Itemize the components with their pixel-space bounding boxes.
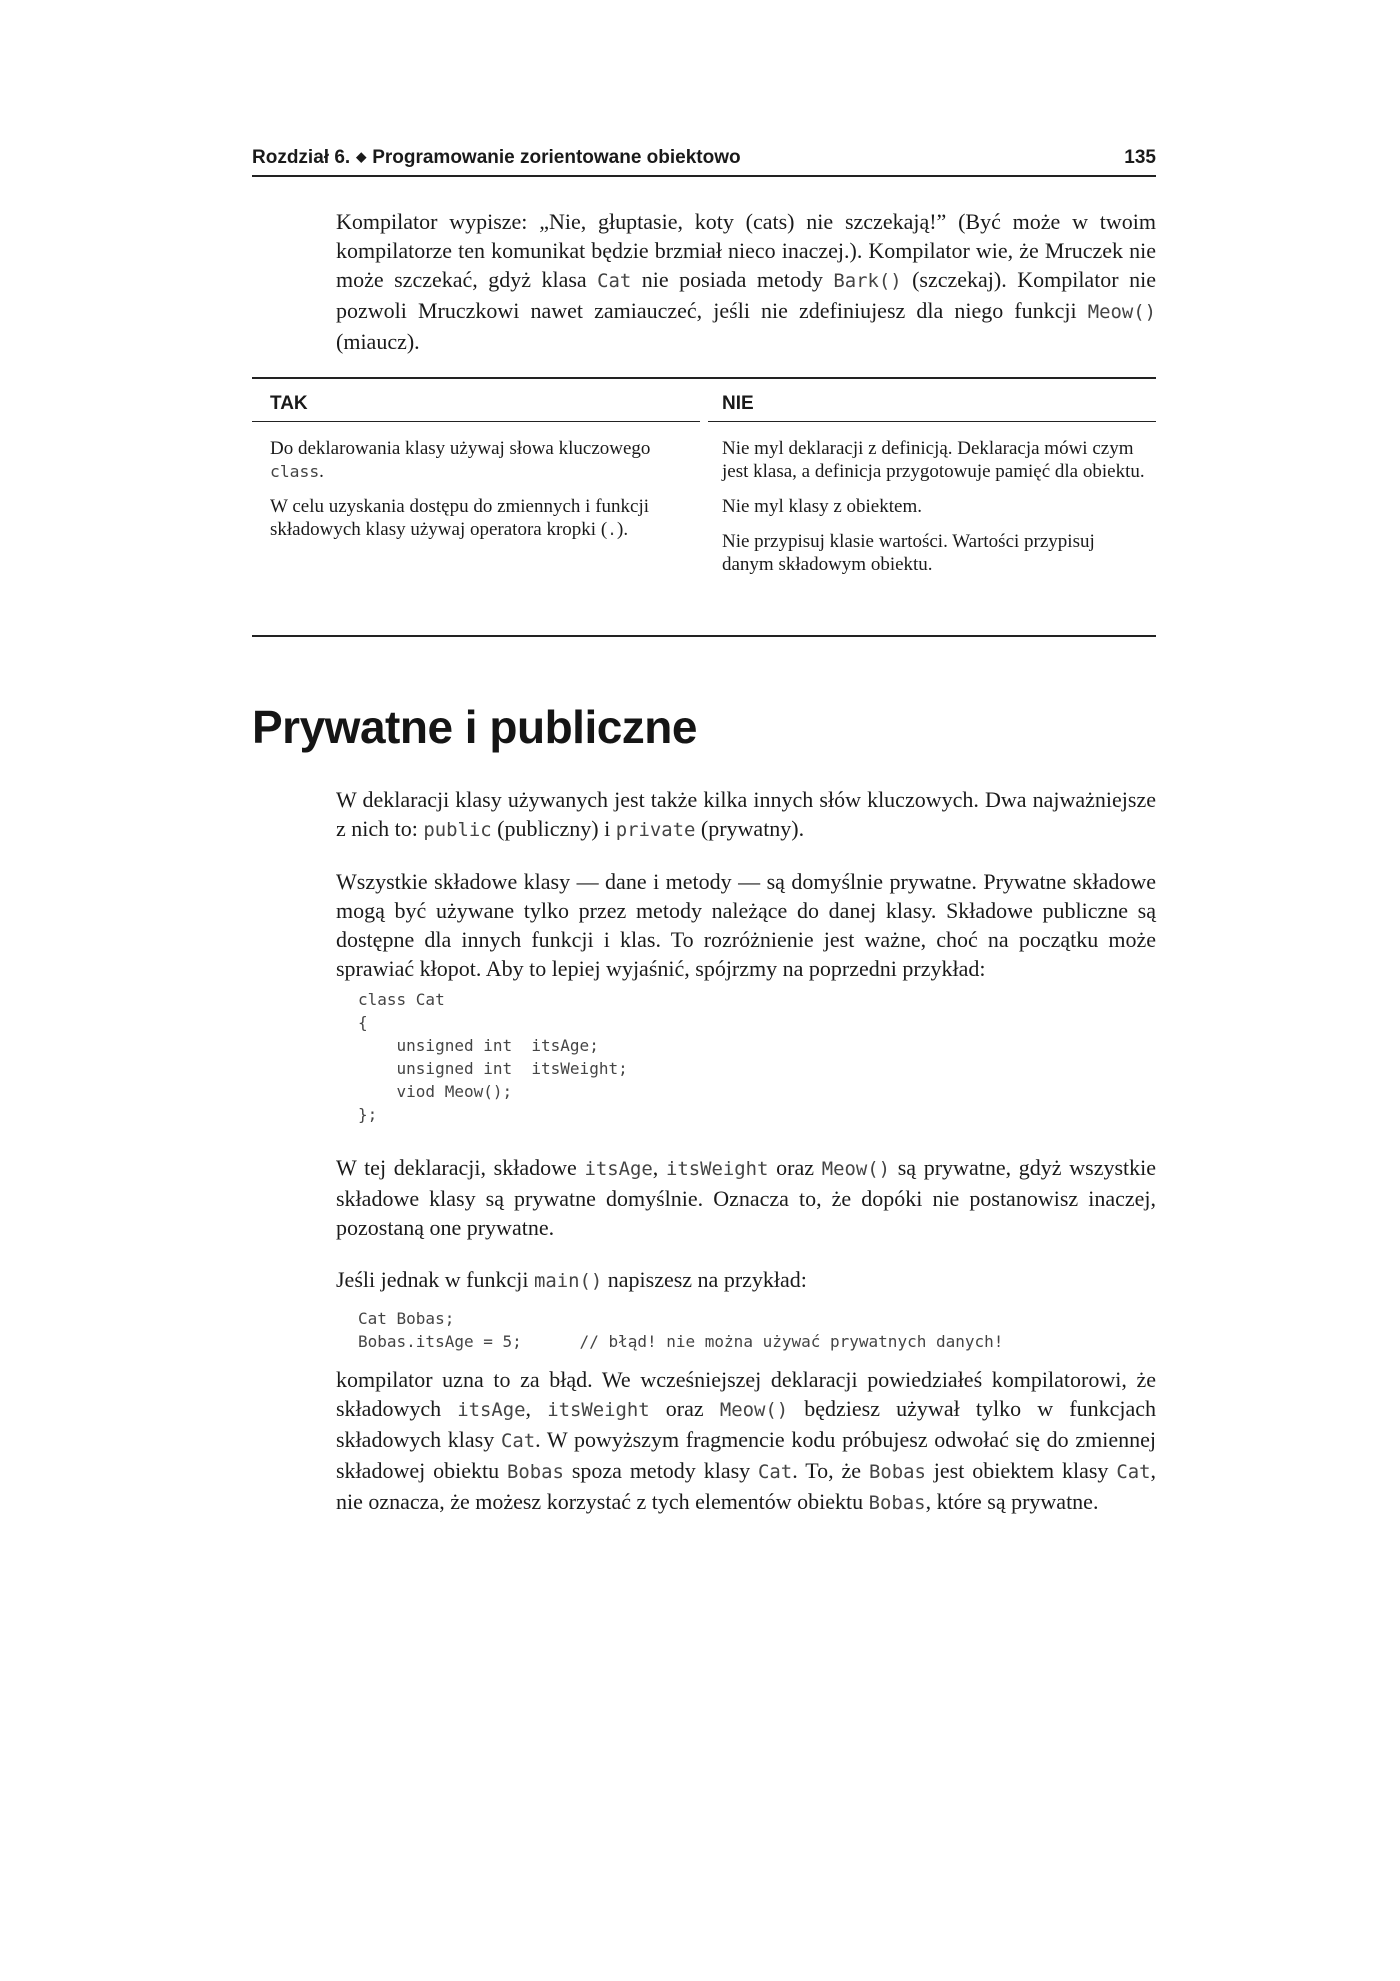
paragraph-keywords (336, 785, 1156, 845)
dont-header: NIE (722, 393, 754, 414)
paragraph-main (336, 1265, 1156, 1296)
inline-code: Meow() (719, 1399, 789, 1421)
text-run: , (652, 1155, 666, 1180)
inline-code: Cat (597, 270, 632, 292)
paragraph-private-members: Wszystkie składowe klasy — dane i metody — są domyślnie prywatne. Prywatne składowe mogą być używane tylko przez metody należące do danej klasy. Składowe publiczne są dostępne dla innych funkcji i klas. To rozróżnienie jest ważne, choć na początku może sprawiać kłopot. Aby to lepiej wyjaśnić, spójrzmy na poprzedni przykład: (336, 869, 1156, 981)
inline-code: Bobas (868, 1492, 926, 1514)
section-title: Prywatne i publiczne (252, 701, 697, 753)
dont-item: Nie przypisuj klasie wartości. Wartości przypisuj danym składowym obiektu. (722, 531, 1095, 575)
text-run: (publiczny) i (491, 816, 616, 841)
inline-code: Cat (500, 1430, 536, 1452)
text-run: Kompilator wypisze: „Nie, głuptasie, koty (cats) nie szczekają!” (Być może w twoim kompilatorze ten komunikat będzie brzmiał nieco inaczej.). Kompilator wie, że Mruczek nie może szczekać, gdyż klasa (336, 209, 1156, 292)
inline-code: itsAge (584, 1158, 653, 1180)
text-run: . To, że (792, 1458, 869, 1483)
paragraph-compiler-error (336, 1365, 1156, 1518)
inline-code: Cat (1116, 1461, 1151, 1483)
inline-code: Bobas (507, 1461, 564, 1483)
text-run: oraz (649, 1396, 720, 1421)
inline-code: . (607, 520, 617, 539)
code-block-bobas: Cat Bobas; Bobas.itsAge = 5; // błąd! nie można używać prywatnych danych! (358, 1309, 1004, 1351)
text-run: W celu uzyskania dostępu do zmiennych i funkcji składowych klasy używaj operatora kropki ( (270, 496, 650, 540)
text-run: są prywatne, gdyż wszystkie składowe klasy są prywatne domyślnie. Oznacza to, że dopóki nie postanowisz inaczej, pozostaną one prywatne. (336, 1155, 1157, 1240)
diamond-icon: ◆ (356, 149, 367, 164)
text-run: Jeśli jednak w funkcji (336, 1267, 534, 1292)
text-run: (szczekaj). Kompilator nie pozwoli Mruczkowi nawet zamiauczeć, jeśli nie zdefiniujesz dla niego funkcji (336, 267, 1156, 323)
inline-code: Meow() (821, 1158, 890, 1180)
dont-item: Nie myl klasy z obiektem. (722, 496, 922, 517)
inline-code: class (270, 462, 320, 481)
do-item (270, 495, 670, 541)
inline-code: public (423, 819, 492, 841)
text-run: W tej deklaracji, składowe (336, 1155, 585, 1180)
text-run: . W powyższym fragmencie kodu próbujesz odwołać się do zmiennej składowej obiektu (336, 1427, 1157, 1483)
text-run: nie posiada metody (631, 267, 834, 292)
text-run: (miaucz). (336, 329, 420, 354)
text-run: , nie oznacza, że możesz korzystać z tych elementów obiektu (336, 1458, 1156, 1514)
dont-item: Nie myl deklaracji z definicją. Deklaracja mówi czym jest klasa, a definicja przygotowuje pamięć dla obiektu. (722, 438, 1145, 482)
do-item (270, 437, 670, 483)
inline-code: itsWeight (665, 1158, 769, 1180)
inline-code: Bark() (833, 270, 902, 292)
text-run: ). (617, 519, 629, 540)
inline-code: main() (533, 1270, 603, 1292)
inline-code: itsWeight (547, 1399, 650, 1421)
intro-paragraph (336, 207, 1156, 356)
text-run: spoza metody klasy (563, 1458, 759, 1483)
do-dont-table (252, 377, 1156, 637)
text-run: oraz (768, 1155, 822, 1180)
do-column (270, 437, 670, 553)
inline-code: Cat (758, 1461, 793, 1483)
text-run: , (525, 1396, 548, 1421)
text-run: (prywatny). (695, 816, 805, 841)
chapter-title: Programowanie zorientowane obiektowo (372, 147, 741, 168)
text-run: Do deklarowania klasy używaj słowa kluczowego (270, 438, 651, 459)
paragraph-declaration (336, 1153, 1156, 1242)
running-head-left (252, 147, 741, 169)
text-run: napiszesz na przykład: (602, 1267, 807, 1292)
text-run: . (319, 461, 324, 482)
text-run: kompilator uzna to za błąd. We wcześniejszej deklaracji powiedziałeś kompilatorowi, że składowych (336, 1367, 1156, 1421)
inline-code: Meow() (1087, 301, 1156, 323)
chapter-label: Rozdział 6. (252, 147, 351, 168)
text-run: , które są prywatne. (925, 1489, 1099, 1514)
header-divider (708, 421, 1156, 422)
text-run: będziesz używał tylko w funkcjach składowych klasy (336, 1396, 1157, 1452)
inline-code: Bobas (868, 1461, 926, 1483)
running-head (252, 147, 1156, 177)
text-run: jest obiektem klasy (925, 1458, 1117, 1483)
do-header: TAK (270, 393, 308, 414)
dont-column (722, 437, 1147, 588)
text-run: W deklaracji klasy używanych jest także kilka innych słów kluczowych. Dwa najważniejsze z nich to: (336, 787, 1156, 841)
code-block-class-cat: class Cat { unsigned int itsAge; unsigned int itsWeight; viod Meow(); }; (358, 990, 628, 1124)
inline-code: private (615, 819, 696, 841)
header-divider (252, 421, 700, 422)
inline-code: itsAge (457, 1399, 526, 1421)
page-number: 135 (1124, 147, 1156, 168)
